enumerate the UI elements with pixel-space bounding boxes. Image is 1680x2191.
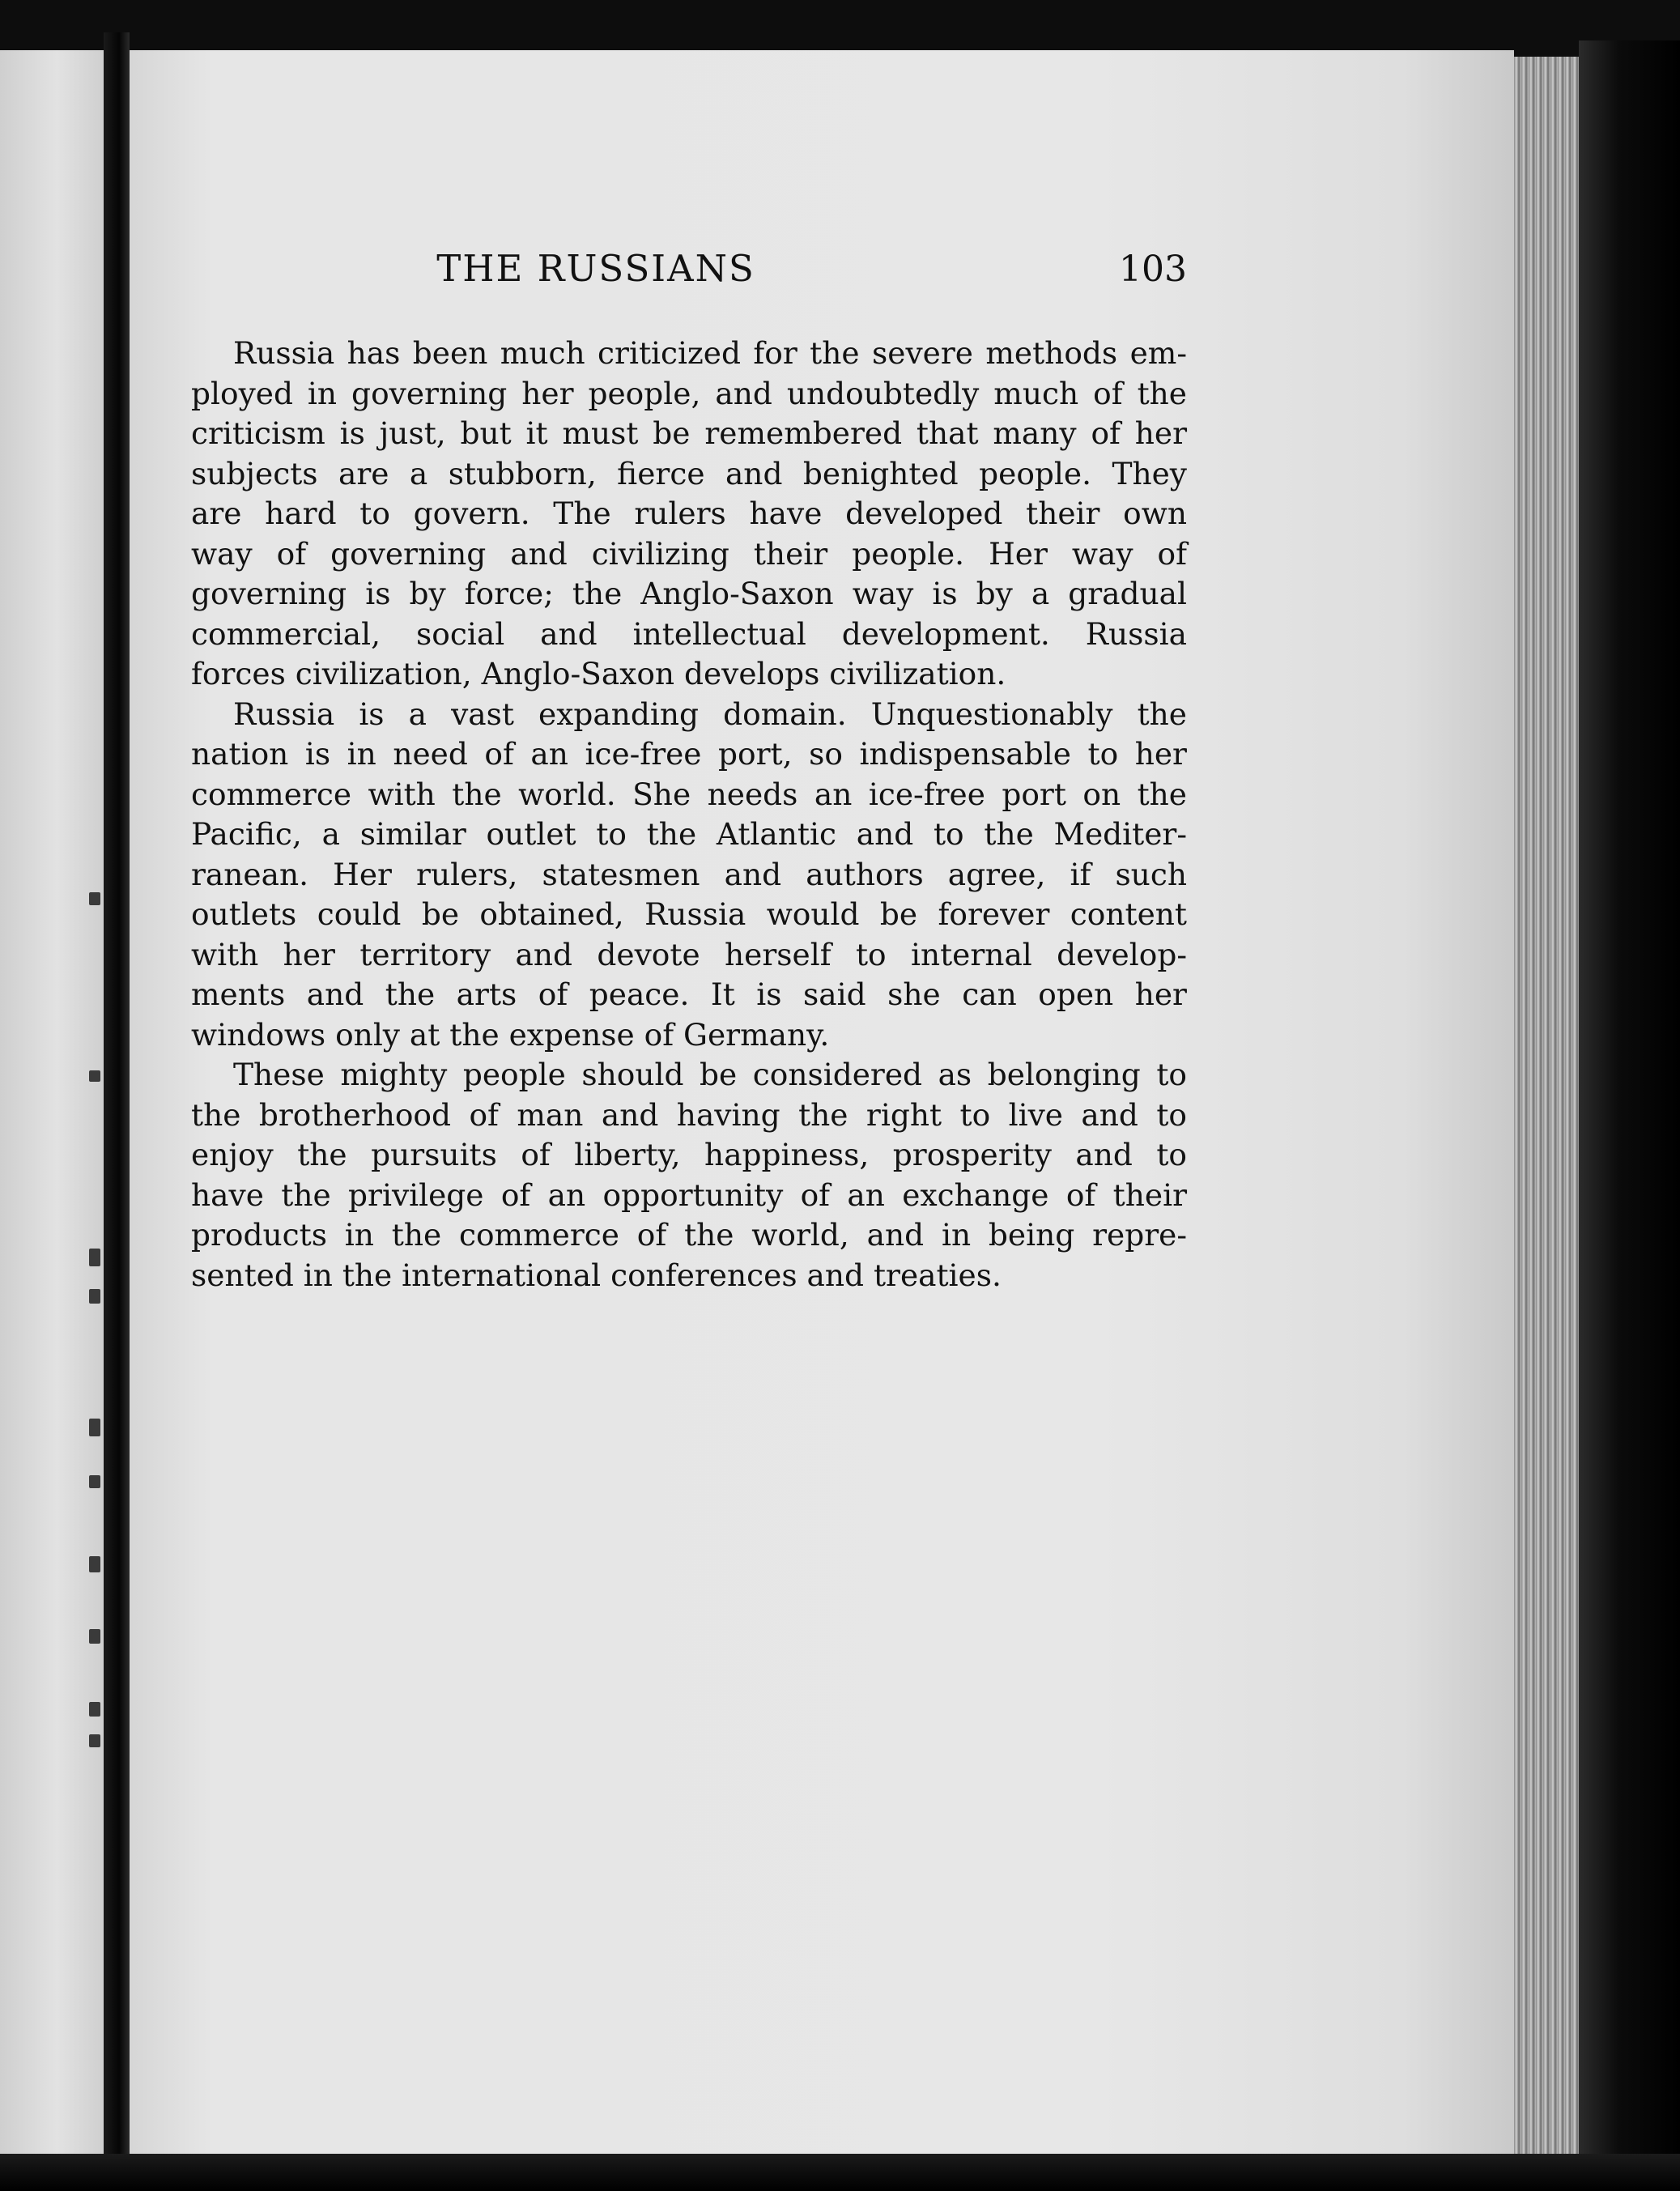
text-line: governing is by force; the Anglo-Saxon way is by a gradual	[191, 576, 1187, 611]
text-line: criticism is just, but it must be remembered that many of her	[191, 415, 1187, 451]
text-line: products in the commerce of the world, and in being repre-	[191, 1217, 1187, 1253]
running-head	[191, 247, 1187, 312]
text-line: commerce with the world. She needs an ice-free port on the	[191, 776, 1187, 812]
text-line: These mighty people should be considered as belonging to	[233, 1057, 1187, 1092]
paragraph	[191, 695, 1187, 1056]
running-title: THE RUSSIANS	[436, 247, 755, 290]
text-line: Russia is a vast expanding domain. Unquestionably the	[233, 696, 1187, 732]
text-line: commercial, social and intellectual development. Russia	[191, 615, 1187, 652]
page-edges	[1514, 57, 1579, 2162]
text-line: ments and the arts of peace. It is said she can open her	[191, 976, 1187, 1012]
page-edge-shadow	[1579, 40, 1680, 2191]
text-line: subjects are a stubborn, fierce and benighted people. They	[191, 455, 1187, 491]
paragraph	[191, 334, 1187, 695]
text-line: with her territory and devote herself to internal develop-	[191, 936, 1187, 972]
text-line: Pacific, a similar outlet to the Atlantic and to the Mediter-	[191, 816, 1187, 852]
text-line: are hard to govern. The rulers have developed their own	[191, 496, 1187, 531]
text-line: nation is in need of an ice-free port, so indispensable to her	[191, 736, 1187, 772]
text-line: way of governing and civilizing their people. Her way of	[191, 535, 1187, 572]
text-line: the brotherhood of man and having the right to live and to	[191, 1096, 1187, 1133]
text-line: Russia has been much criticized for the severe methods em-	[233, 335, 1187, 371]
book-gutter	[104, 32, 130, 2170]
text-line: ployed in governing her people, and undoubtedly much of the	[191, 375, 1187, 411]
body-text	[191, 334, 1187, 1295]
page-number: 103	[1119, 249, 1187, 290]
bottom-shadow	[0, 2154, 1680, 2191]
text-line: have the privilege of an opportunity of an exchange of their	[191, 1176, 1187, 1213]
text-line: forces civilization, Anglo-Saxon develops civilization.	[191, 656, 1006, 691]
text-line: ranean. Her rulers, statesmen and authors agree, if such	[191, 856, 1187, 892]
text-line: sented in the international conferences and treaties.	[191, 1257, 1002, 1293]
text-line: outlets could be obtained, Russia would be forever content	[191, 896, 1187, 932]
text-line: enjoy the pursuits of liberty, happiness, prosperity and to	[191, 1137, 1187, 1172]
paragraph	[191, 1055, 1187, 1295]
text-line: windows only at the expense of Germany.	[191, 1016, 830, 1053]
previous-page-edge	[0, 50, 104, 2155]
